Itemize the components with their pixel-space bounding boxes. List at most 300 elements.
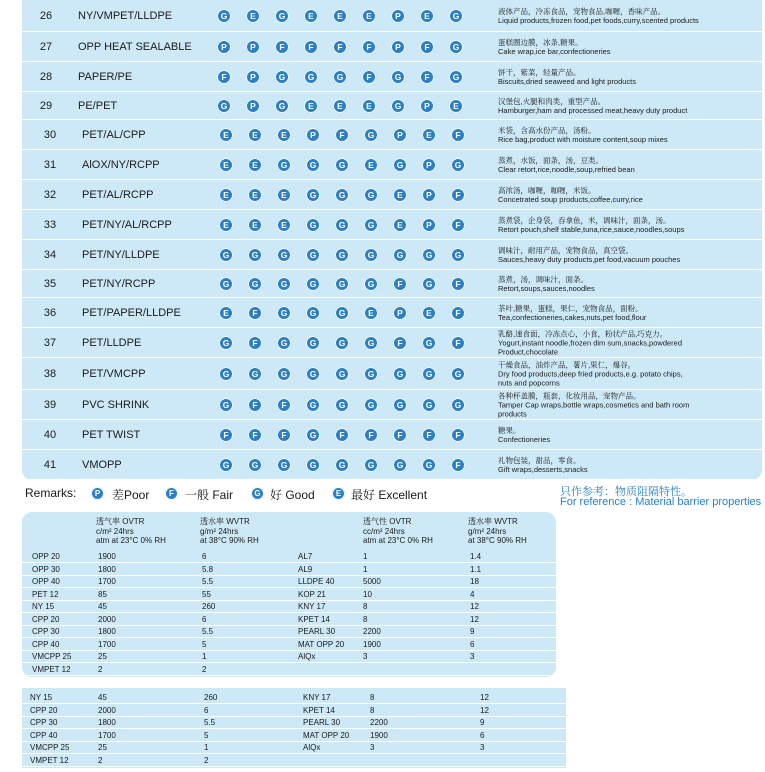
rating-f-icon: F xyxy=(275,40,289,54)
wvtr-value: 12 xyxy=(480,693,489,702)
rating-f-icon: F xyxy=(393,428,407,442)
otr-value: 1700 xyxy=(98,730,116,740)
film-name: CPP 30 xyxy=(30,718,58,727)
rating-g-icon: G xyxy=(277,306,291,320)
rating-p-icon: P xyxy=(246,70,260,84)
otr-value: 45 xyxy=(98,693,107,702)
rating-g-icon: G xyxy=(364,277,378,291)
rating-g-icon: G xyxy=(364,367,378,381)
rating-g-icon: G xyxy=(393,248,407,262)
rating-g-icon: G xyxy=(306,218,320,232)
wvtr-value: 5.5 xyxy=(202,577,214,586)
otr-value: 2 xyxy=(98,755,103,765)
rating-g-icon: G xyxy=(335,306,349,320)
rating-p-icon: P xyxy=(391,40,405,54)
application-description: 液体产品，冷冻食品，宠物食品,咖喱，香味产品。 Liquid products,frozen food,pet foods,curry,scented products xyxy=(498,6,699,25)
rating-g-icon: G xyxy=(364,188,378,202)
rating-g-icon: G xyxy=(335,158,349,172)
film-name: KPET 14 xyxy=(298,614,330,624)
table-row xyxy=(22,564,556,576)
row-number: 27 xyxy=(39,40,53,53)
table-row xyxy=(22,0,762,32)
rating-g-icon: G xyxy=(335,398,349,412)
material-name: AlOX/NY/RCPP xyxy=(82,158,160,171)
rating-p-icon: P xyxy=(420,99,434,113)
material-name: VMOPP xyxy=(82,458,122,471)
rating-p-icon: P xyxy=(391,9,405,23)
rating-e-icon: E xyxy=(362,9,376,23)
table-row xyxy=(22,32,762,62)
rating-e-icon: E xyxy=(364,306,378,320)
wvtr-value: 1.1 xyxy=(470,564,482,574)
table-row xyxy=(22,614,556,626)
row-number: 34 xyxy=(43,248,57,261)
otr-header-2: 透气性 OVTR cc/m² 24hrs atm at 23°C 0% RH xyxy=(363,517,433,545)
film-name: CPP 20 xyxy=(30,705,58,715)
rating-e-icon: E xyxy=(362,99,376,113)
table-row xyxy=(22,420,762,450)
film-name: CPP 40 xyxy=(32,639,60,649)
rating-f-icon: F xyxy=(277,398,291,412)
wvtr-value: 12 xyxy=(470,614,479,624)
rating-f-icon: F xyxy=(420,40,434,54)
rating-g-icon: G xyxy=(451,248,465,262)
table-row xyxy=(22,210,762,240)
row-number: 33 xyxy=(43,218,57,231)
otr-value: 10 xyxy=(363,589,372,599)
application-description: 糖果。 Confectioneries xyxy=(498,425,551,444)
otr-value: 1800 xyxy=(98,718,116,727)
material-name: PET/AL/CPP xyxy=(82,128,146,141)
wvtr-value: 2 xyxy=(204,755,209,765)
otr-value: 3 xyxy=(363,652,368,661)
film-name: AL9 xyxy=(298,564,313,574)
rating-g-icon: G xyxy=(306,188,320,202)
wvtr-value: 6 xyxy=(470,639,475,649)
rating-f-icon: F xyxy=(335,428,349,442)
rating-e-icon: E xyxy=(393,188,407,202)
rating-g-icon: G xyxy=(422,398,436,412)
film-name: MAT OPP 20 xyxy=(298,639,345,649)
rating-p-icon: P xyxy=(422,188,436,202)
table-row xyxy=(22,742,566,754)
wvtr-value: 5.8 xyxy=(202,564,214,574)
otr-value: 2200 xyxy=(363,627,381,636)
reference-note-cn: 只作参考：物质阻隔特性。 xyxy=(560,486,692,498)
rating-e-icon: E xyxy=(219,128,233,142)
film-name: VMCPP 25 xyxy=(32,652,72,661)
rating-g-icon: G xyxy=(449,9,463,23)
wvtr-value: 2 xyxy=(202,664,207,674)
rating-g-icon: G xyxy=(306,336,320,350)
table-row xyxy=(22,450,762,480)
row-number: 38 xyxy=(43,367,57,380)
rating-e-icon: E xyxy=(248,128,262,142)
rating-g-icon: G xyxy=(277,458,291,472)
otr-value: 1 xyxy=(363,552,368,561)
material-name: PET/AL/RCPP xyxy=(82,188,154,201)
otr-value: 2 xyxy=(98,664,103,674)
rating-g-icon: G xyxy=(219,458,233,472)
rating-p-icon: P xyxy=(246,40,260,54)
film-name: LLDPE 40 xyxy=(298,577,335,586)
rating-f-icon: F xyxy=(451,336,465,350)
rating-f-icon: F xyxy=(333,40,347,54)
application-description: 蒸煮袋，企身袋，吞拿鱼，米，调味汁，面条，汤。 Retort pouch,shelf stable,tuna,rice,sauce,noodles,soups xyxy=(498,215,685,234)
remarks-label: Remarks: xyxy=(25,486,77,500)
material-name: PAPER/PE xyxy=(78,70,133,83)
barrier-table-continued xyxy=(22,688,566,768)
rating-f-icon: F xyxy=(335,128,349,142)
rating-f-icon: F xyxy=(219,428,233,442)
rating-f-icon: F xyxy=(451,188,465,202)
otr-value: 8 xyxy=(363,602,368,611)
application-description: 各种杯盖膜，瓶套，化妆用品，宠物产品。 Tamper Cap wraps,bottle wraps,cosmetics and bath room products xyxy=(498,391,690,418)
film-name: PET 12 xyxy=(32,589,59,599)
rating-e-icon: E xyxy=(219,218,233,232)
rating-p-icon: P xyxy=(306,128,320,142)
rating-e-icon: E xyxy=(333,99,347,113)
rating-f-icon: F xyxy=(420,70,434,84)
wvtr-value: 12 xyxy=(470,602,479,611)
rating-g-icon: G xyxy=(306,428,320,442)
application-description: 茶叶,糖果，蛋糕，果仁，宠物食品，面粉。 Tea,confectioneries,cakes,nuts,pet food,flour xyxy=(498,303,647,322)
film-name: OPP 20 xyxy=(32,552,60,561)
rating-g-icon: G xyxy=(364,336,378,350)
rating-g-icon: G xyxy=(217,99,231,113)
film-name: CPP 40 xyxy=(30,730,58,740)
rating-g-icon: G xyxy=(393,458,407,472)
wvtr-value: 18 xyxy=(470,577,479,586)
wvtr-value: 9 xyxy=(480,718,485,727)
reference-note-en: For reference : Material barrier properties xyxy=(560,496,762,508)
material-name: NY/VMPET/LLDPE xyxy=(78,9,173,22)
film-name: AlQx xyxy=(303,743,321,752)
row-number: 36 xyxy=(43,306,57,319)
rating-e-icon: E xyxy=(248,188,262,202)
rating-g-icon: G xyxy=(217,9,231,23)
table-row xyxy=(22,358,762,390)
rating-p-icon: P xyxy=(422,158,436,172)
rating-e-icon: E xyxy=(449,99,463,113)
rating-g-icon: G xyxy=(335,277,349,291)
otr-value: 1900 xyxy=(98,552,116,561)
rating-p-icon: P xyxy=(217,40,231,54)
table-row xyxy=(22,390,762,420)
rating-f-icon: F xyxy=(277,428,291,442)
table-row xyxy=(22,180,762,210)
film-name: VMPET 12 xyxy=(32,664,71,674)
application-description: 饼干，紫菜，轻量产品。 Biscuits,dried seaweed and light products xyxy=(498,67,636,86)
application-description: 干燥食品，油炸产品，薯片,果仁，爆谷。 Dry food products,deep fried products,e.g. potato chips, nuts and popcorns xyxy=(498,360,683,387)
rating-g-icon: G xyxy=(335,367,349,381)
film-name: OPP 40 xyxy=(32,577,60,586)
rating-e-icon: E xyxy=(304,9,318,23)
film-name: KNY 17 xyxy=(303,693,331,702)
rating-g-icon: G xyxy=(364,128,378,142)
rating-g-icon: G xyxy=(335,188,349,202)
rating-f-icon: F xyxy=(422,428,436,442)
rating-e-icon: E xyxy=(277,218,291,232)
table-row xyxy=(22,639,556,651)
table-row xyxy=(22,601,556,613)
rating-g-icon: G xyxy=(449,40,463,54)
material-name: PET/NY/RCPP xyxy=(82,277,156,290)
application-description: 蒸煮，汤，调味汁，面条。 Retort,soups,sauces,noodles xyxy=(498,274,595,293)
wvtr-value: 1 xyxy=(204,743,209,752)
rating-g-icon: G xyxy=(277,367,291,381)
film-name: AL7 xyxy=(298,552,313,561)
rating-p-icon: P xyxy=(393,306,407,320)
rating-f-icon: F xyxy=(304,40,318,54)
table-row xyxy=(22,730,566,742)
material-name: PET/PAPER/LLDPE xyxy=(82,306,181,319)
film-name: VMPET 12 xyxy=(30,755,69,765)
rating-g-icon: G xyxy=(335,248,349,262)
material-name: PET/VMCPP xyxy=(82,367,146,380)
wvtr-value: 3 xyxy=(470,652,475,661)
remarks-excellent: 最好 Excellent xyxy=(351,488,428,502)
application-description: 蒸煮，水饭，面条，汤，豆类。 Clear retort,rice,noodle,soup,refried bean xyxy=(498,155,635,174)
rating-g-icon: G xyxy=(449,70,463,84)
rating-g-icon: G xyxy=(333,70,347,84)
rating-e-icon: E xyxy=(333,9,347,23)
film-name: OPP 30 xyxy=(32,564,60,574)
rating-f-icon: F xyxy=(362,70,376,84)
rating-g-icon: G xyxy=(393,367,407,381)
film-name: CPP 20 xyxy=(32,614,60,624)
rating-g-icon: G xyxy=(277,248,291,262)
material-name: PE/PET xyxy=(78,99,118,112)
rating-e-icon: E xyxy=(364,158,378,172)
application-description: 米袋，含高水份产品，汤粉。 Rice bag,product with moisture content,soup mixes xyxy=(498,125,668,144)
fair-icon: F xyxy=(165,487,178,500)
rating-f-icon: F xyxy=(248,306,262,320)
otr-value: 1900 xyxy=(370,730,388,740)
rating-g-icon: G xyxy=(219,336,233,350)
rating-g-icon: G xyxy=(335,458,349,472)
rating-g-icon: G xyxy=(422,458,436,472)
rating-e-icon: E xyxy=(219,306,233,320)
remarks-poor: 差Poor xyxy=(112,488,150,502)
rating-p-icon: P xyxy=(246,99,260,113)
table-row xyxy=(22,755,566,767)
wvtr-value: 4 xyxy=(470,589,475,599)
excellent-icon: E xyxy=(332,487,345,500)
table-row xyxy=(22,551,556,563)
remarks-fair: 一般 Fair xyxy=(185,488,234,502)
row-number: 39 xyxy=(43,398,57,411)
table-row xyxy=(22,120,762,150)
wvtr-value: 9 xyxy=(470,627,475,636)
otr-value: 8 xyxy=(370,705,375,715)
rating-g-icon: G xyxy=(364,458,378,472)
otr-value: 8 xyxy=(370,693,375,702)
otr-value: 2200 xyxy=(370,718,388,727)
wvtr-header-2: 透水率 WVTR g/m² 24hrs at 38°C 90% RH xyxy=(468,517,527,545)
row-number: 26 xyxy=(39,9,53,22)
rating-f-icon: F xyxy=(362,40,376,54)
film-name: CPP 30 xyxy=(32,627,60,636)
wvtr-value: 1.4 xyxy=(470,552,482,561)
row-number: 35 xyxy=(43,277,57,290)
row-number: 28 xyxy=(39,70,53,83)
rating-f-icon: F xyxy=(248,398,262,412)
film-name: NY 15 xyxy=(30,693,53,702)
film-name: AlQx xyxy=(298,652,316,661)
rating-g-icon: G xyxy=(335,218,349,232)
row-number: 40 xyxy=(43,428,57,441)
table-row xyxy=(22,692,566,704)
application-description: 礼物包装，甜品，零食。 Gift wraps,desserts,snacks xyxy=(498,455,588,474)
rating-g-icon: G xyxy=(306,277,320,291)
rating-g-icon: G xyxy=(306,398,320,412)
table-row xyxy=(22,717,566,729)
rating-g-icon: G xyxy=(393,398,407,412)
rating-g-icon: G xyxy=(219,398,233,412)
wvtr-value: 3 xyxy=(480,743,485,752)
rating-f-icon: F xyxy=(451,277,465,291)
table-row xyxy=(22,576,556,588)
film-name: KNY 17 xyxy=(298,602,326,611)
rating-e-icon: E xyxy=(422,306,436,320)
wvtr-value: 6 xyxy=(202,552,207,561)
otr-value: 2000 xyxy=(98,614,116,624)
material-name: PET/NY/LLDPE xyxy=(82,248,160,261)
wvtr-value: 5 xyxy=(204,730,209,740)
row-number: 41 xyxy=(43,458,57,471)
wvtr-value: 12 xyxy=(480,705,489,715)
film-name: PEARL 30 xyxy=(303,718,341,727)
rating-g-icon: G xyxy=(451,367,465,381)
otr-value: 8 xyxy=(363,614,368,624)
otr-value: 45 xyxy=(98,602,107,611)
rating-g-icon: G xyxy=(364,218,378,232)
rating-f-icon: F xyxy=(248,428,262,442)
wvtr-value: 6 xyxy=(204,705,209,715)
film-name: KOP 21 xyxy=(298,589,326,599)
film-name: KPET 14 xyxy=(303,705,335,715)
rating-g-icon: G xyxy=(306,158,320,172)
otr-value: 1900 xyxy=(363,639,381,649)
good-icon: G xyxy=(251,487,264,500)
otr-value: 5000 xyxy=(363,577,381,586)
row-number: 30 xyxy=(43,128,57,141)
rating-f-icon: F xyxy=(217,70,231,84)
rating-g-icon: G xyxy=(335,336,349,350)
rating-g-icon: G xyxy=(306,367,320,381)
rating-g-icon: G xyxy=(248,458,262,472)
poor-icon: P xyxy=(91,487,104,500)
material-name: PET TWIST xyxy=(82,428,141,441)
otr-value: 1800 xyxy=(98,564,116,574)
table-row xyxy=(22,664,556,676)
rating-g-icon: G xyxy=(277,336,291,350)
wvtr-value: 1 xyxy=(202,652,207,661)
wvtr-value: 260 xyxy=(204,693,218,702)
rating-g-icon: G xyxy=(393,158,407,172)
otr-value: 85 xyxy=(98,589,107,599)
rating-g-icon: G xyxy=(364,248,378,262)
packaging-properties-table xyxy=(22,0,762,480)
table-row xyxy=(22,589,556,601)
barrier-table xyxy=(22,512,556,677)
otr-value: 2000 xyxy=(98,705,116,715)
rating-g-icon: G xyxy=(277,158,291,172)
material-name: PVC SHRINK xyxy=(82,398,150,411)
application-description: 汉堡包,火腿和肉类，重型产品。 Hamburger,ham and processed meat,heavy duty product xyxy=(498,96,688,115)
wvtr-value: 6 xyxy=(202,614,207,624)
table-row xyxy=(22,298,762,328)
rating-e-icon: E xyxy=(422,128,436,142)
rating-f-icon: F xyxy=(393,336,407,350)
rating-e-icon: E xyxy=(219,188,233,202)
film-name: NY 15 xyxy=(32,602,55,611)
rating-e-icon: E xyxy=(393,218,407,232)
table-row xyxy=(22,240,762,270)
rating-e-icon: E xyxy=(248,158,262,172)
rating-g-icon: G xyxy=(451,398,465,412)
rating-g-icon: G xyxy=(248,367,262,381)
otr-value: 25 xyxy=(98,743,107,752)
otr-header: 透气率 OVTR c/m² 24hrs atm at 23°C 0% RH xyxy=(96,517,166,545)
wvtr-value: 6 xyxy=(480,730,485,740)
wvtr-value: 5.5 xyxy=(204,718,216,727)
otr-value: 3 xyxy=(370,743,375,752)
row-number: 29 xyxy=(39,99,53,112)
rating-e-icon: E xyxy=(219,158,233,172)
film-name: VMCPP 25 xyxy=(30,743,70,752)
rating-f-icon: F xyxy=(393,277,407,291)
rating-g-icon: G xyxy=(364,398,378,412)
rating-e-icon: E xyxy=(277,128,291,142)
rating-g-icon: G xyxy=(275,99,289,113)
rating-e-icon: E xyxy=(246,9,260,23)
application-description: 调味汁，耐用产品，宠物食品，真空袋。 Sauces,heavy duty products,pet food,vacuum pouches xyxy=(498,245,681,264)
rating-f-icon: F xyxy=(364,428,378,442)
table-row xyxy=(22,705,566,717)
rating-g-icon: G xyxy=(422,336,436,350)
rating-f-icon: F xyxy=(451,458,465,472)
otr-value: 1700 xyxy=(98,577,116,586)
wvtr-value: 5 xyxy=(202,639,207,649)
material-name: PET/NY/AL/RCPP xyxy=(82,218,172,231)
rating-g-icon: G xyxy=(422,277,436,291)
rating-e-icon: E xyxy=(420,9,434,23)
rating-g-icon: G xyxy=(391,99,405,113)
material-name: OPP HEAT SEALABLE xyxy=(78,40,192,53)
row-number: 32 xyxy=(43,188,57,201)
rating-g-icon: G xyxy=(306,306,320,320)
rating-e-icon: E xyxy=(304,99,318,113)
rating-p-icon: P xyxy=(422,218,436,232)
rating-p-icon: P xyxy=(393,128,407,142)
rating-g-icon: G xyxy=(277,277,291,291)
otr-value: 1800 xyxy=(98,627,116,636)
table-row xyxy=(22,328,762,358)
rating-f-icon: F xyxy=(248,336,262,350)
rating-g-icon: G xyxy=(248,248,262,262)
application-description: 高浓汤，咖喱，咖喱，米饭。 Concetrated soup products,coffee,curry,rice xyxy=(498,185,643,204)
rating-g-icon: G xyxy=(391,70,405,84)
table-row xyxy=(22,92,762,120)
film-name: MAT OPP 20 xyxy=(303,730,350,740)
table-row xyxy=(22,626,556,638)
rating-g-icon: G xyxy=(219,277,233,291)
rating-g-icon: G xyxy=(219,248,233,262)
rating-g-icon: G xyxy=(275,9,289,23)
material-name: PET/LLDPE xyxy=(82,336,142,349)
